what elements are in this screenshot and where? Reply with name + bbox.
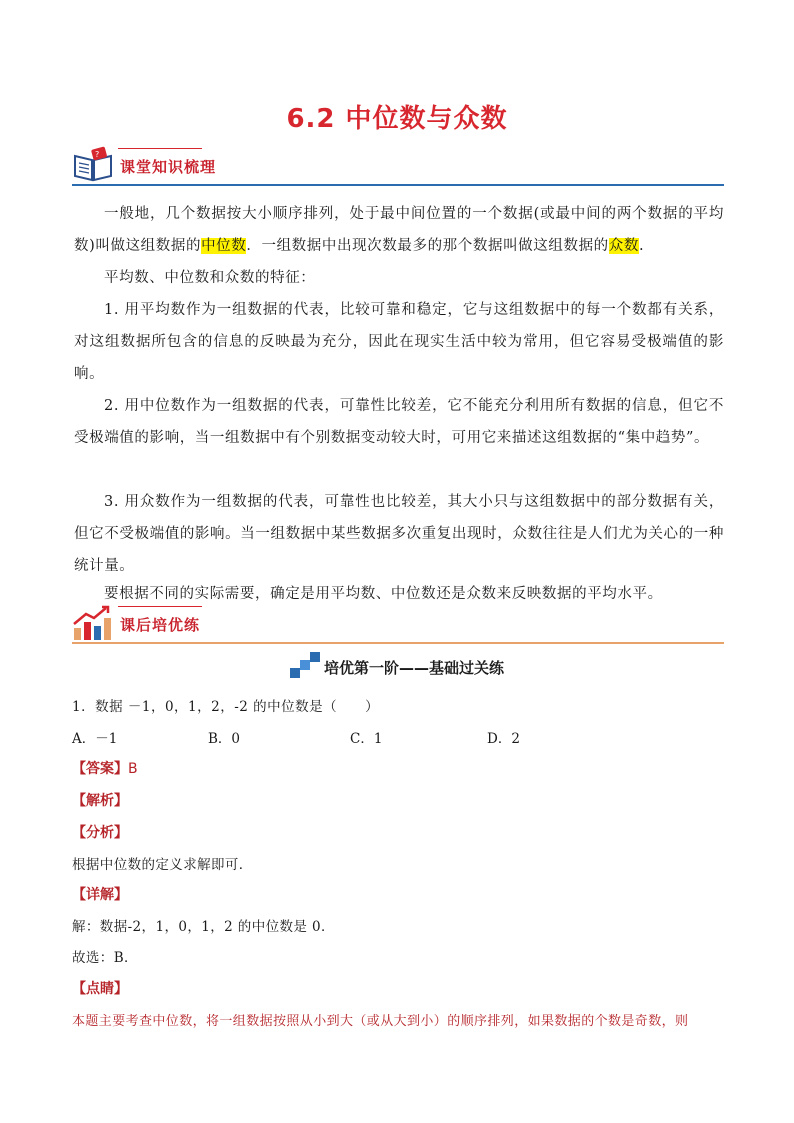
conclusion-paragraph: 要根据不同的实际需要，确定是用平均数、中位数还是众数来反映数据的平均水平。 xyxy=(104,586,663,602)
open-book-icon xyxy=(72,146,114,184)
definition-paragraph xyxy=(74,198,724,262)
feature-mean: 1. 用平均数作为一组数据的代表，比较可靠和稳定，它与这组数据中的每一个数都有关系，对这组数据所包含的信息的反映最为充分，因此在现实生活中较为常用，但它容易受极端值的影响。 xyxy=(74,302,724,382)
svg-text:?: ? xyxy=(95,150,100,159)
answer-value: B xyxy=(128,761,138,777)
section-divider xyxy=(72,184,724,186)
section-header-knowledge xyxy=(72,146,724,186)
choice-text: 故选：B． xyxy=(72,950,138,966)
details-tag: 【详解】 xyxy=(72,887,128,903)
stairs-icon xyxy=(290,652,320,678)
feature-median: 2. 用中位数作为一组数据的代表，可靠性比较差，它不能充分利用所有数据的信息，但它不受极端值的影响，当一组数据中有个别数据变动较大时，可用它来描述这组数据的“集中趋势”。 xyxy=(74,398,724,446)
section-header-practice xyxy=(72,604,724,644)
feature-mode: 3. 用众数作为一组数据的代表，可靠性也比较差，其大小只与这组数据中的部分数据有关，但它不受极端值的影响。当一组数据中某些数据多次重复出现时，众数往往是人们尤为关心的一种统计量。 xyxy=(74,494,724,574)
page-title: 6.2 中位数与众数 xyxy=(286,104,508,134)
option-c: C．1 xyxy=(350,731,383,747)
comment-tag: 【点睛】 xyxy=(72,981,128,997)
definition-text: ．一组数据中出现次数最多的那个数据叫做这组数据的 xyxy=(246,238,609,254)
option-a: A．－1 xyxy=(72,731,118,747)
analysis-tag: 【解析】 xyxy=(72,793,128,809)
section-divider xyxy=(72,642,724,644)
comment-text: 本题主要考查中位数，将一组数据按照从小到大（或从大到小）的顺序排列，如果数据的个数是奇数，则 xyxy=(72,1014,689,1029)
stage-title: 培优第一阶——基础过关练 xyxy=(323,659,504,677)
section-title: 课堂知识梳理 xyxy=(120,158,217,176)
reasoning-text: 根据中位数的定义求解即可． xyxy=(72,857,253,873)
option-d: D．2 xyxy=(487,731,520,747)
details-text: 解：数据-2，1，0，1，2 的中位数是 0． xyxy=(72,919,335,935)
highlight-mode: 众数 xyxy=(608,238,639,254)
bar-chart-icon xyxy=(72,604,114,642)
question-stem: 1．数据 －1，0，1，2，-2 的中位数是（ ） xyxy=(72,699,380,715)
definition-text: . xyxy=(638,238,645,254)
section-title: 课后培优练 xyxy=(120,616,201,634)
option-b: B．0 xyxy=(208,731,241,747)
features-intro: 平均数、中位数和众数的特征： xyxy=(104,270,316,286)
answer-line xyxy=(72,758,138,778)
reasoning-tag: 【分析】 xyxy=(72,825,128,841)
stage-heading xyxy=(0,652,794,682)
header-accent-line xyxy=(118,148,202,149)
header-accent-line xyxy=(118,606,202,607)
highlight-median: 中位数 xyxy=(201,238,247,254)
answer-tag: 【答案】 xyxy=(72,761,128,777)
definition-text: 一般地，几个数据按大小顺序排列，处于最中间位置的一个数据(或最中间的两个数据的平均数)叫做这组数据的 xyxy=(74,206,724,254)
